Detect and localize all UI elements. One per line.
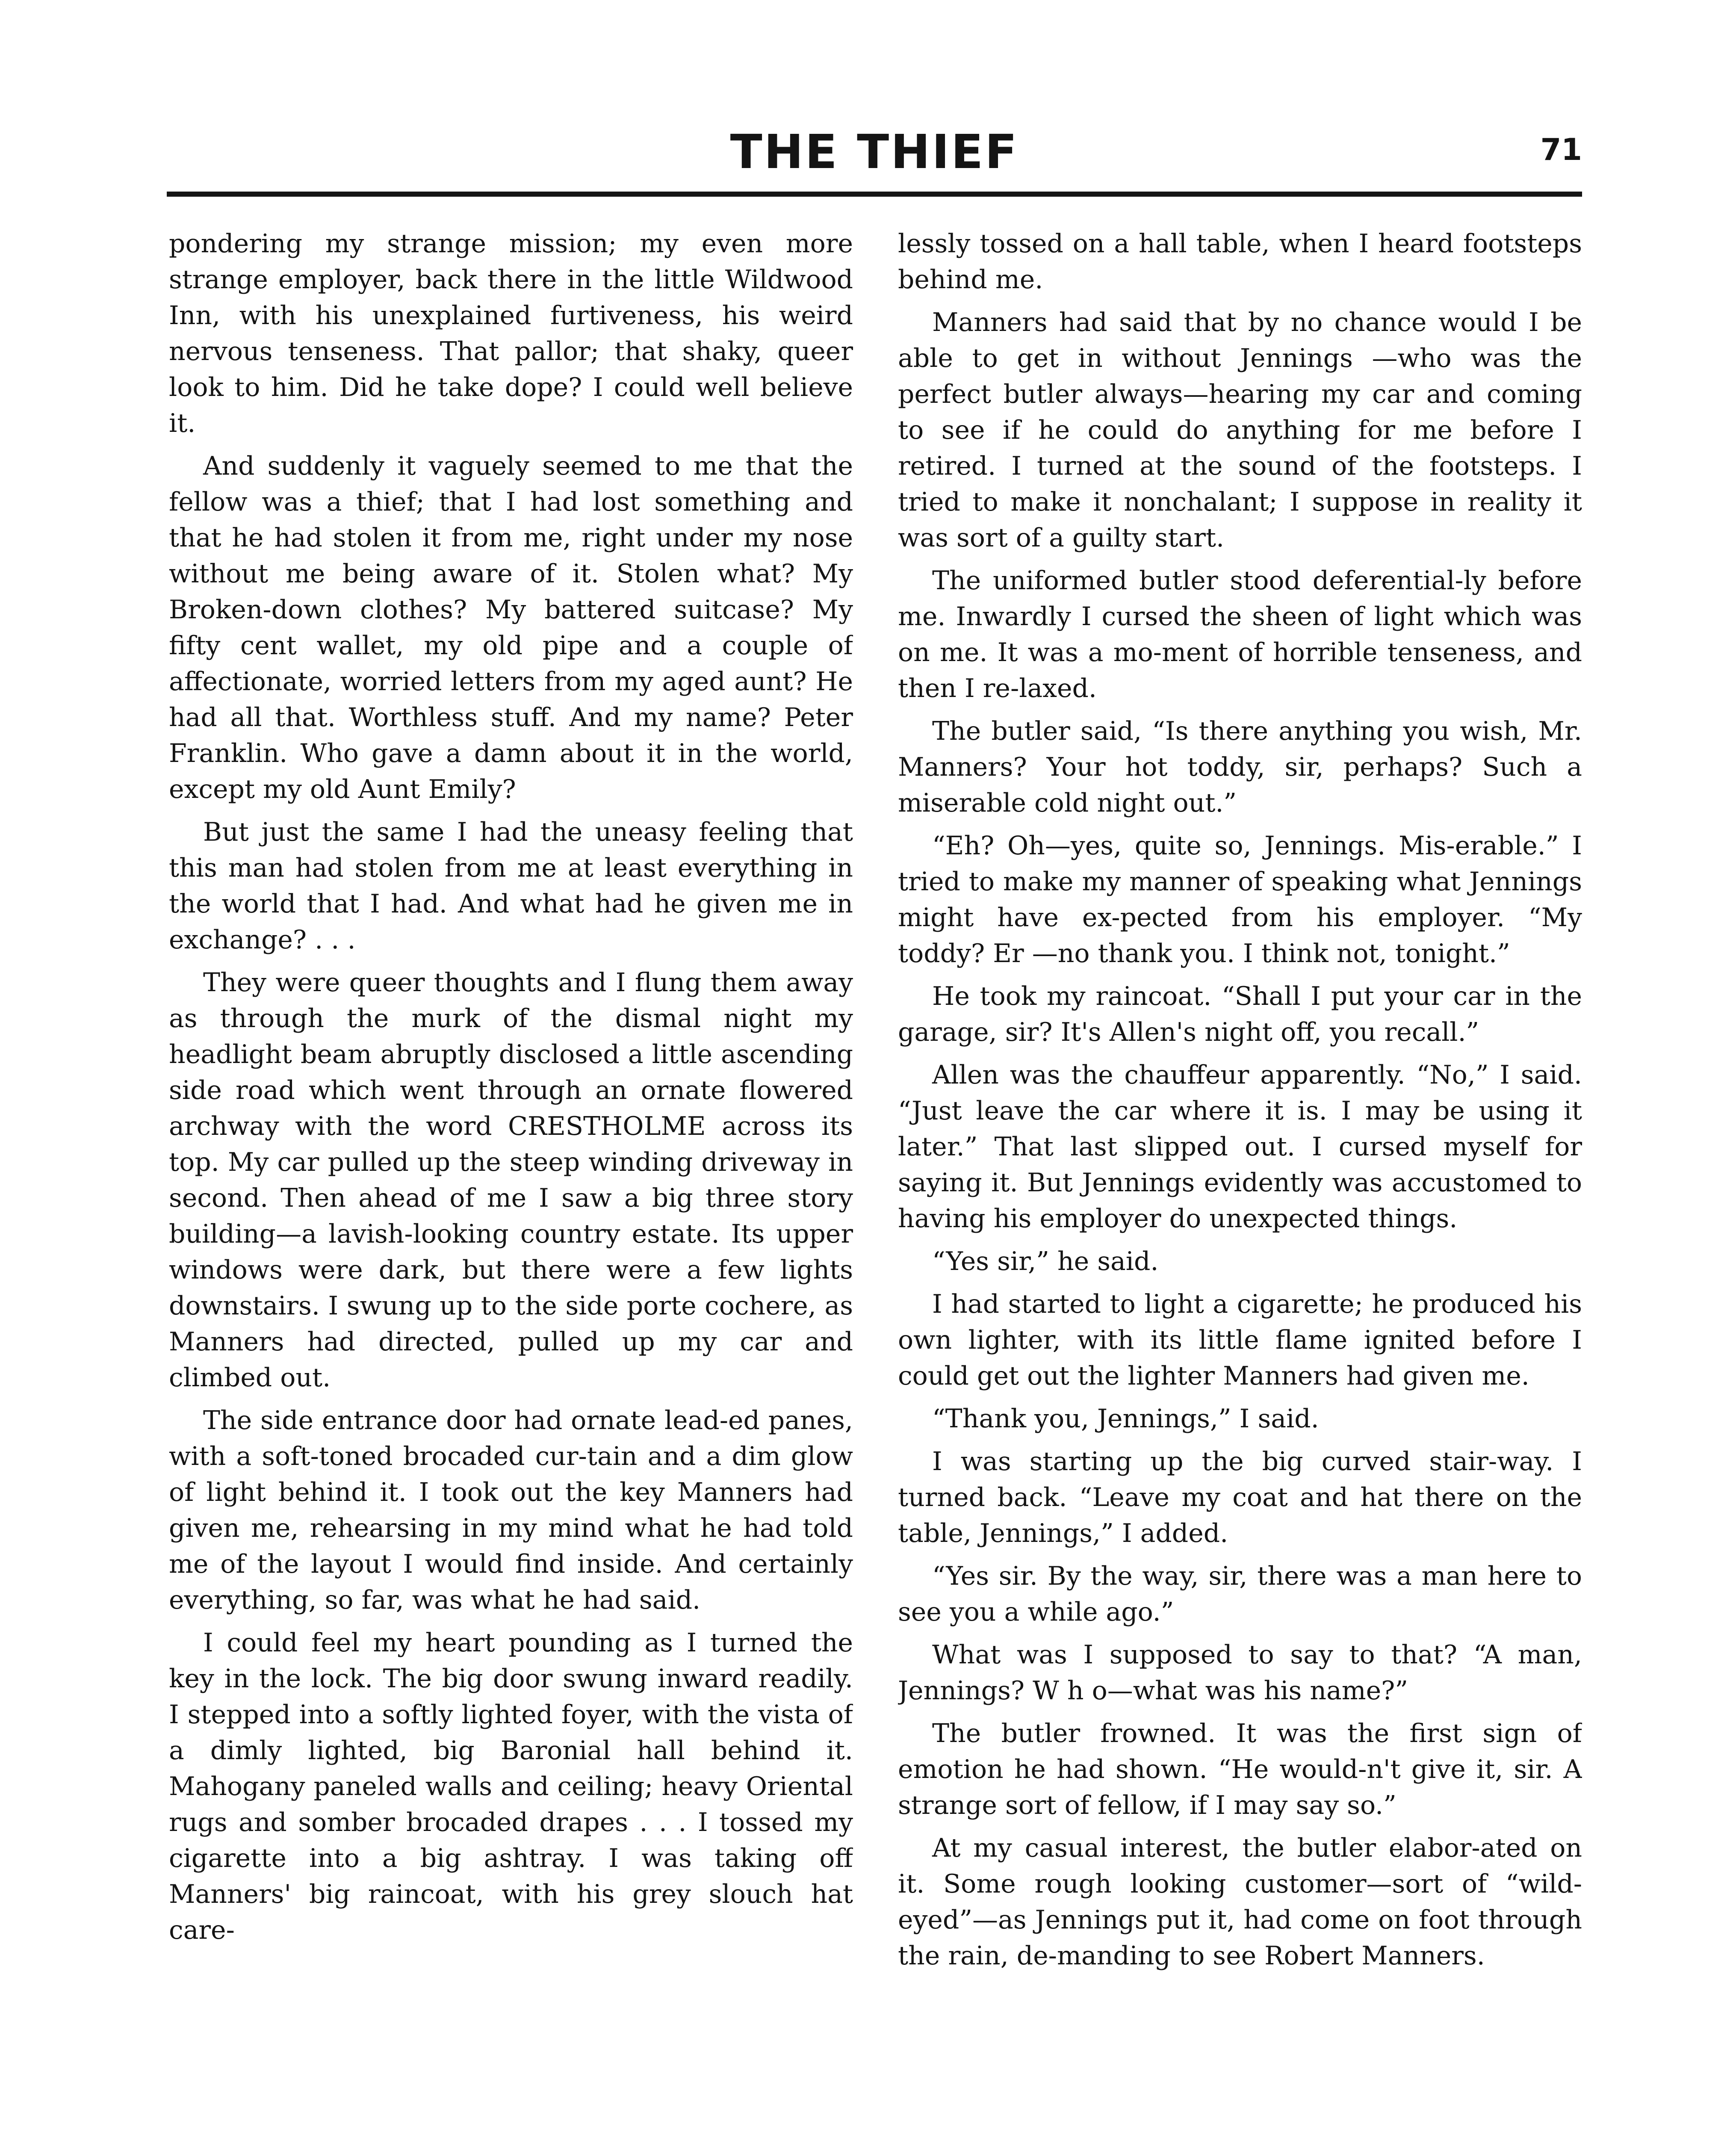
paragraph: I could feel my heart pounding as I turned the key in the lock. The big door swung inward readily. I stepped into a softly lighted foyer, with the vista of a dimly lighted, big Baronial hall behind it. Mahogany paneled walls and ceiling; heavy Oriental rugs and somber brocaded drapes . . . I tossed my cigarette into a big ashtray. I was taking off Manners' big raincoat, with his grey slouch hat care- — [169, 1628, 853, 1945]
page-number: 71 — [1540, 132, 1582, 167]
paragraph: “Eh? Oh—yes, quite so, Jennings. Mis-erable.” I tried to make my manner of speaking what Jennings might have ex-pected from his employer. “My toddy? Er —no thank you. I think not, tonight.” — [898, 831, 1582, 969]
paragraph: What was I supposed to say to that? “A man, Jennings? W h o—what was his name?” — [898, 1640, 1582, 1706]
paragraph: I was starting up the big curved stair-way. I turned back. “Leave my coat and hat there on the table, Jennings,” I added. — [898, 1447, 1582, 1548]
page-header — [167, 115, 1582, 201]
paragraph: At my casual interest, the butler elabor-ated on it. Some rough looking customer—sort of “wild-eyed”—as Jennings put it, had come on foot through the rain, de-manding to see Robert Manners. — [898, 1833, 1582, 1971]
paragraph: They were queer thoughts and I flung them away as through the murk of the dismal night my headlight beam abruptly disclosed a little ascending side road which went through an ornate flowered archway with the word CRESTHOLME across its top. My car pulled up the steep winding driveway in second. Then ahead of me I saw a big three story building—a lavish-looking country estate. Its upper windows were dark, but there were a few lights downstairs. I swung up to the side porte cochere, as Manners had directed, pulled up my car and climbed out. — [169, 968, 853, 1393]
paragraph: “Yes sir,” he said. — [932, 1246, 1159, 1276]
left-column — [169, 226, 853, 2138]
paragraph: Allen was the chauffeur apparently. “No,” I said. “Just leave the car where it is. I may be using it later.” That last slipped out. I cursed myself for saying it. But Jennings evidently was accustomed to having his employer do unexpected things. — [898, 1060, 1582, 1234]
paragraph: lessly tossed on a hall table, when I heard footsteps behind me. — [898, 229, 1582, 295]
paragraph: Manners had said that by no chance would I be able to get in without Jennings —who was the perfect butler always—hearing my car and coming to see if he could do anything for me before I retired. I turned at the sound of the footsteps. I tried to make it nonchalant; I suppose in reality it was sort of a guilty start. — [898, 307, 1582, 553]
paragraph: The side entrance door had ornate lead-ed panes, with a soft-toned brocaded cur-tain and a dim glow of light behind it. I took out the key Manners had given me, rehearsing in my mind what he had told me of the layout I would find inside. And certainly everything, so far, was what he had said. — [169, 1406, 853, 1615]
paragraph: He took my raincoat. “Shall I put your car in the garage, sir? It's Allen's night off, you recall.” — [898, 981, 1582, 1047]
running-title: THE THIEF — [730, 124, 1019, 179]
right-column — [898, 226, 1582, 2138]
paragraph: And suddenly it vaguely seemed to me that the fellow was a thief; that I had lost something and that he had stolen it from me, right under my nose without me being aware of it. Stolen what? My Broken-down clothes? My battered suitcase? My fifty cent wallet, my old pipe and a couple of affectionate, worried letters from my aged aunt? He had all that. Worthless stuff. And my name? Peter Franklin. Who gave a damn about it in the world, except my old Aunt Emily? — [169, 451, 853, 804]
paragraph: pondering my strange mission; my even more strange employer, back there in the little Wildwood Inn, with his unexplained furtiveness, his weird nervous tenseness. That pallor; that shaky, queer look to him. Did he take dope? I could well believe it. — [169, 229, 853, 438]
paragraph: The butler frowned. It was the first sign of emotion he had shown. “He would-n't give it, sir. A strange sort of fellow, if I may say so.” — [898, 1719, 1582, 1820]
paragraph: The butler said, “Is there anything you wish, Mr. Manners? Your hot toddy, sir, perhaps? Such a miserable cold night out.” — [898, 716, 1582, 818]
paragraph: The uniformed butler stood deferential-ly before me. Inwardly I cursed the sheen of light which was on me. It was a mo-ment of horrible tenseness, and then I re-laxed. — [898, 566, 1582, 703]
paragraph: “Thank you, Jennings,” I said. — [932, 1404, 1319, 1434]
paragraph: But just the same I had the uneasy feeling that this man had stolen from me at least everything in the world that I had. And what had he given me in exchange? . . . — [169, 817, 853, 955]
header-rule — [167, 192, 1582, 197]
paragraph: I had started to light a cigarette; he produced his own lighter, with its little flame ignited before I could get out the lighter Manners had given me. — [898, 1289, 1582, 1391]
paragraph: “Yes sir. By the way, sir, there was a man here to see you a while ago.” — [898, 1561, 1582, 1627]
